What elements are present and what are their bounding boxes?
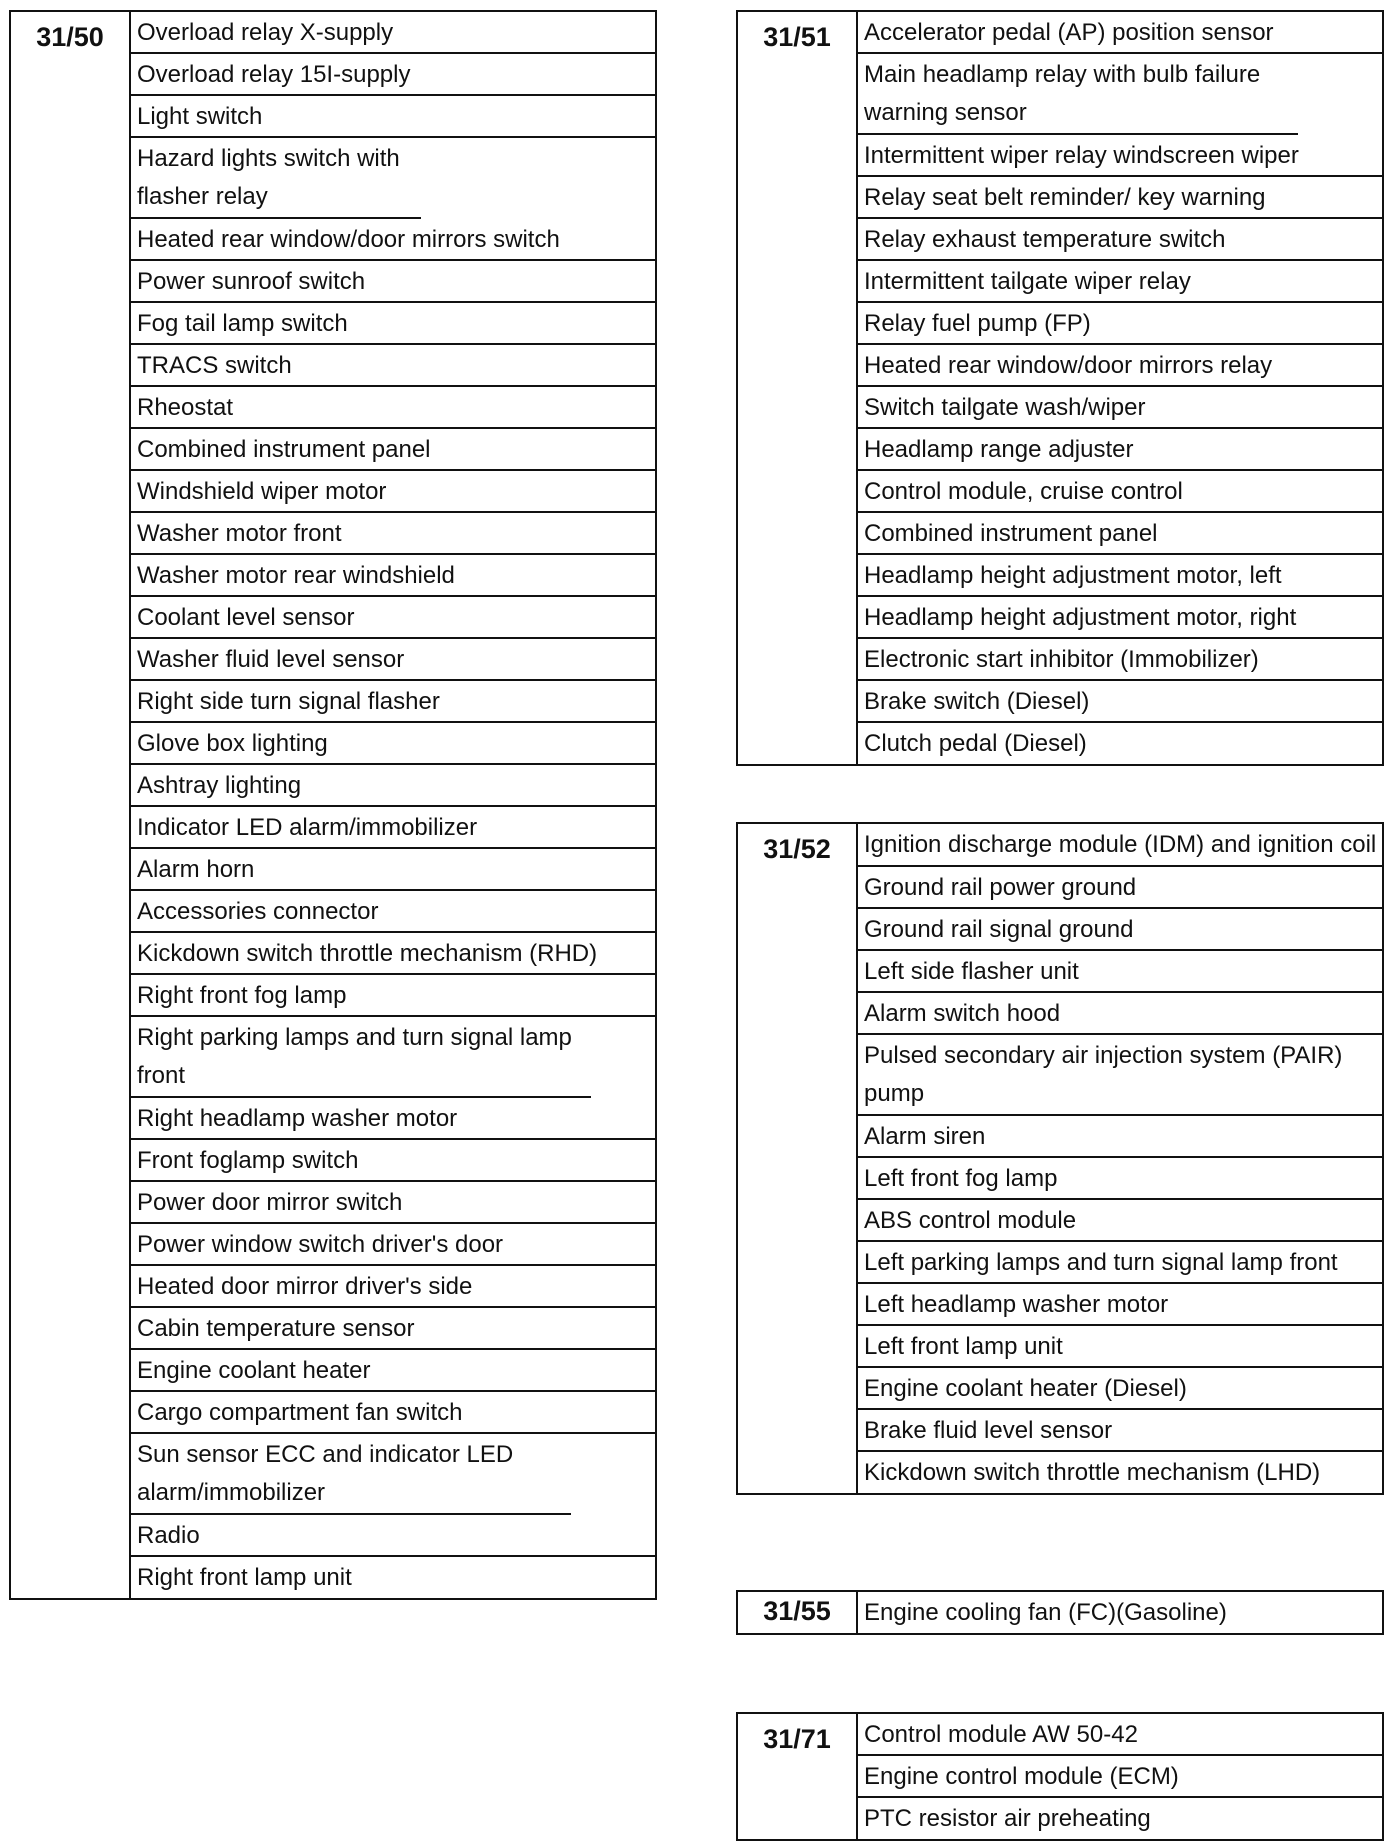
- component-row: Engine coolant heater: [131, 1350, 655, 1392]
- component-row: Sun sensor ECC and indicator LED alarm/immobilizer: [131, 1434, 571, 1515]
- connector-code: 31/50: [11, 12, 131, 1598]
- component-row: Engine cooling fan (FC)(Gasoline): [864, 1599, 1227, 1626]
- component-row: Relay fuel pump (FP): [858, 303, 1382, 345]
- component-row: Clutch pedal (Diesel): [864, 730, 1087, 757]
- component-row: Engine coolant heater (Diesel): [858, 1368, 1382, 1410]
- component-row: Heated door mirror driver's side: [131, 1266, 655, 1308]
- component-row: Right side turn signal flasher: [131, 681, 655, 723]
- component-row: Heated rear window/door mirrors switch: [131, 219, 655, 261]
- component-row: Headlamp height adjustment motor, right: [858, 597, 1382, 639]
- component-row: Washer fluid level sensor: [131, 639, 655, 681]
- component-row: Ignition discharge module (IDM) and ignition coil: [858, 824, 1382, 867]
- component-row: Ground rail power ground: [858, 867, 1382, 909]
- component-row: Relay exhaust temperature switch: [858, 219, 1382, 261]
- component-row: Alarm siren: [858, 1116, 1382, 1158]
- component-row: Hazard lights switch with flasher relay: [131, 138, 421, 219]
- connector-table-31-71: [736, 1712, 1384, 1841]
- component-row: Cargo compartment fan switch: [131, 1392, 655, 1434]
- component-row: Right parking lamps and turn signal lamp front: [131, 1017, 591, 1098]
- component-row: Right front fog lamp: [131, 975, 655, 1017]
- component-list: [858, 1592, 1382, 1633]
- component-row: Brake fluid level sensor: [858, 1410, 1382, 1452]
- component-row: Cabin temperature sensor: [131, 1308, 655, 1350]
- connector-table-31-52: [736, 822, 1384, 1495]
- component-row: Heated rear window/door mirrors relay: [858, 345, 1382, 387]
- component-row: Kickdown switch throttle mechanism (LHD): [864, 1459, 1321, 1486]
- component-row: Left front lamp unit: [858, 1326, 1382, 1368]
- component-row: Ground rail signal ground: [858, 909, 1382, 951]
- component-row: Pulsed secondary air injection system (PAIR) pump: [858, 1035, 1382, 1116]
- component-row: Rheostat: [131, 387, 655, 429]
- connector-code: 31/71: [738, 1714, 858, 1839]
- component-row: Windshield wiper motor: [131, 471, 655, 513]
- component-row: Electronic start inhibitor (Immobilizer): [858, 639, 1382, 681]
- component-row: Power sunroof switch: [131, 261, 655, 303]
- component-list: [131, 12, 655, 1598]
- component-row: Indicator LED alarm/immobilizer: [131, 807, 655, 849]
- component-row: Radio: [131, 1515, 655, 1557]
- component-row: Switch tailgate wash/wiper: [858, 387, 1382, 429]
- component-row: Washer motor front: [131, 513, 655, 555]
- component-row: Main headlamp relay with bulb failure warning sensor: [858, 54, 1298, 135]
- component-row: Front foglamp switch: [131, 1140, 655, 1182]
- component-list: [858, 12, 1382, 764]
- component-row: Glove box lighting: [131, 723, 655, 765]
- component-row: Accessories connector: [131, 891, 655, 933]
- component-list: [858, 824, 1382, 1493]
- component-row: Control module AW 50-42: [858, 1714, 1382, 1756]
- component-row: Light switch: [131, 96, 655, 138]
- connector-table-31-50: [9, 10, 657, 1600]
- component-row: Coolant level sensor: [131, 597, 655, 639]
- component-row: Overload relay X-supply: [131, 12, 655, 54]
- component-row: Relay seat belt reminder/ key warning: [858, 177, 1382, 219]
- component-row: Power door mirror switch: [131, 1182, 655, 1224]
- component-row: Headlamp height adjustment motor, left: [858, 555, 1382, 597]
- component-list: [858, 1714, 1382, 1839]
- component-row: Power window switch driver's door: [131, 1224, 655, 1266]
- connector-table-31-55: [736, 1590, 1384, 1635]
- component-row: Intermittent tailgate wiper relay: [858, 261, 1382, 303]
- component-row: Alarm horn: [131, 849, 655, 891]
- connector-code: 31/52: [738, 824, 858, 1493]
- component-row: Accelerator pedal (AP) position sensor: [858, 12, 1382, 54]
- component-row: Intermittent wiper relay windscreen wiper: [858, 135, 1382, 177]
- component-row: Fog tail lamp switch: [131, 303, 655, 345]
- component-row: TRACS switch: [131, 345, 655, 387]
- component-row: Brake switch (Diesel): [858, 681, 1382, 723]
- component-row: Kickdown switch throttle mechanism (RHD): [131, 933, 655, 975]
- component-row: Washer motor rear windshield: [131, 555, 655, 597]
- connector-code: 31/55: [738, 1592, 858, 1633]
- connector-table-31-51: [736, 10, 1384, 766]
- component-row: Alarm switch hood: [858, 993, 1382, 1035]
- component-row: Right headlamp washer motor: [131, 1098, 655, 1140]
- component-row: ABS control module: [858, 1200, 1382, 1242]
- component-row: Combined instrument panel: [131, 429, 655, 471]
- component-row: Ashtray lighting: [131, 765, 655, 807]
- component-row: Left headlamp washer motor: [858, 1284, 1382, 1326]
- component-row: Combined instrument panel: [858, 513, 1382, 555]
- component-row: Right front lamp unit: [137, 1564, 352, 1591]
- component-row: Overload relay 15I-supply: [131, 54, 655, 96]
- component-row: Left side flasher unit: [858, 951, 1382, 993]
- component-row: Engine control module (ECM): [858, 1756, 1382, 1798]
- component-row: PTC resistor air preheating: [864, 1805, 1151, 1832]
- connector-code: 31/51: [738, 12, 858, 764]
- component-row: Left front fog lamp: [858, 1158, 1382, 1200]
- component-row: Headlamp range adjuster: [858, 429, 1382, 471]
- component-row: Left parking lamps and turn signal lamp front: [858, 1242, 1382, 1284]
- component-row: Control module, cruise control: [858, 471, 1382, 513]
